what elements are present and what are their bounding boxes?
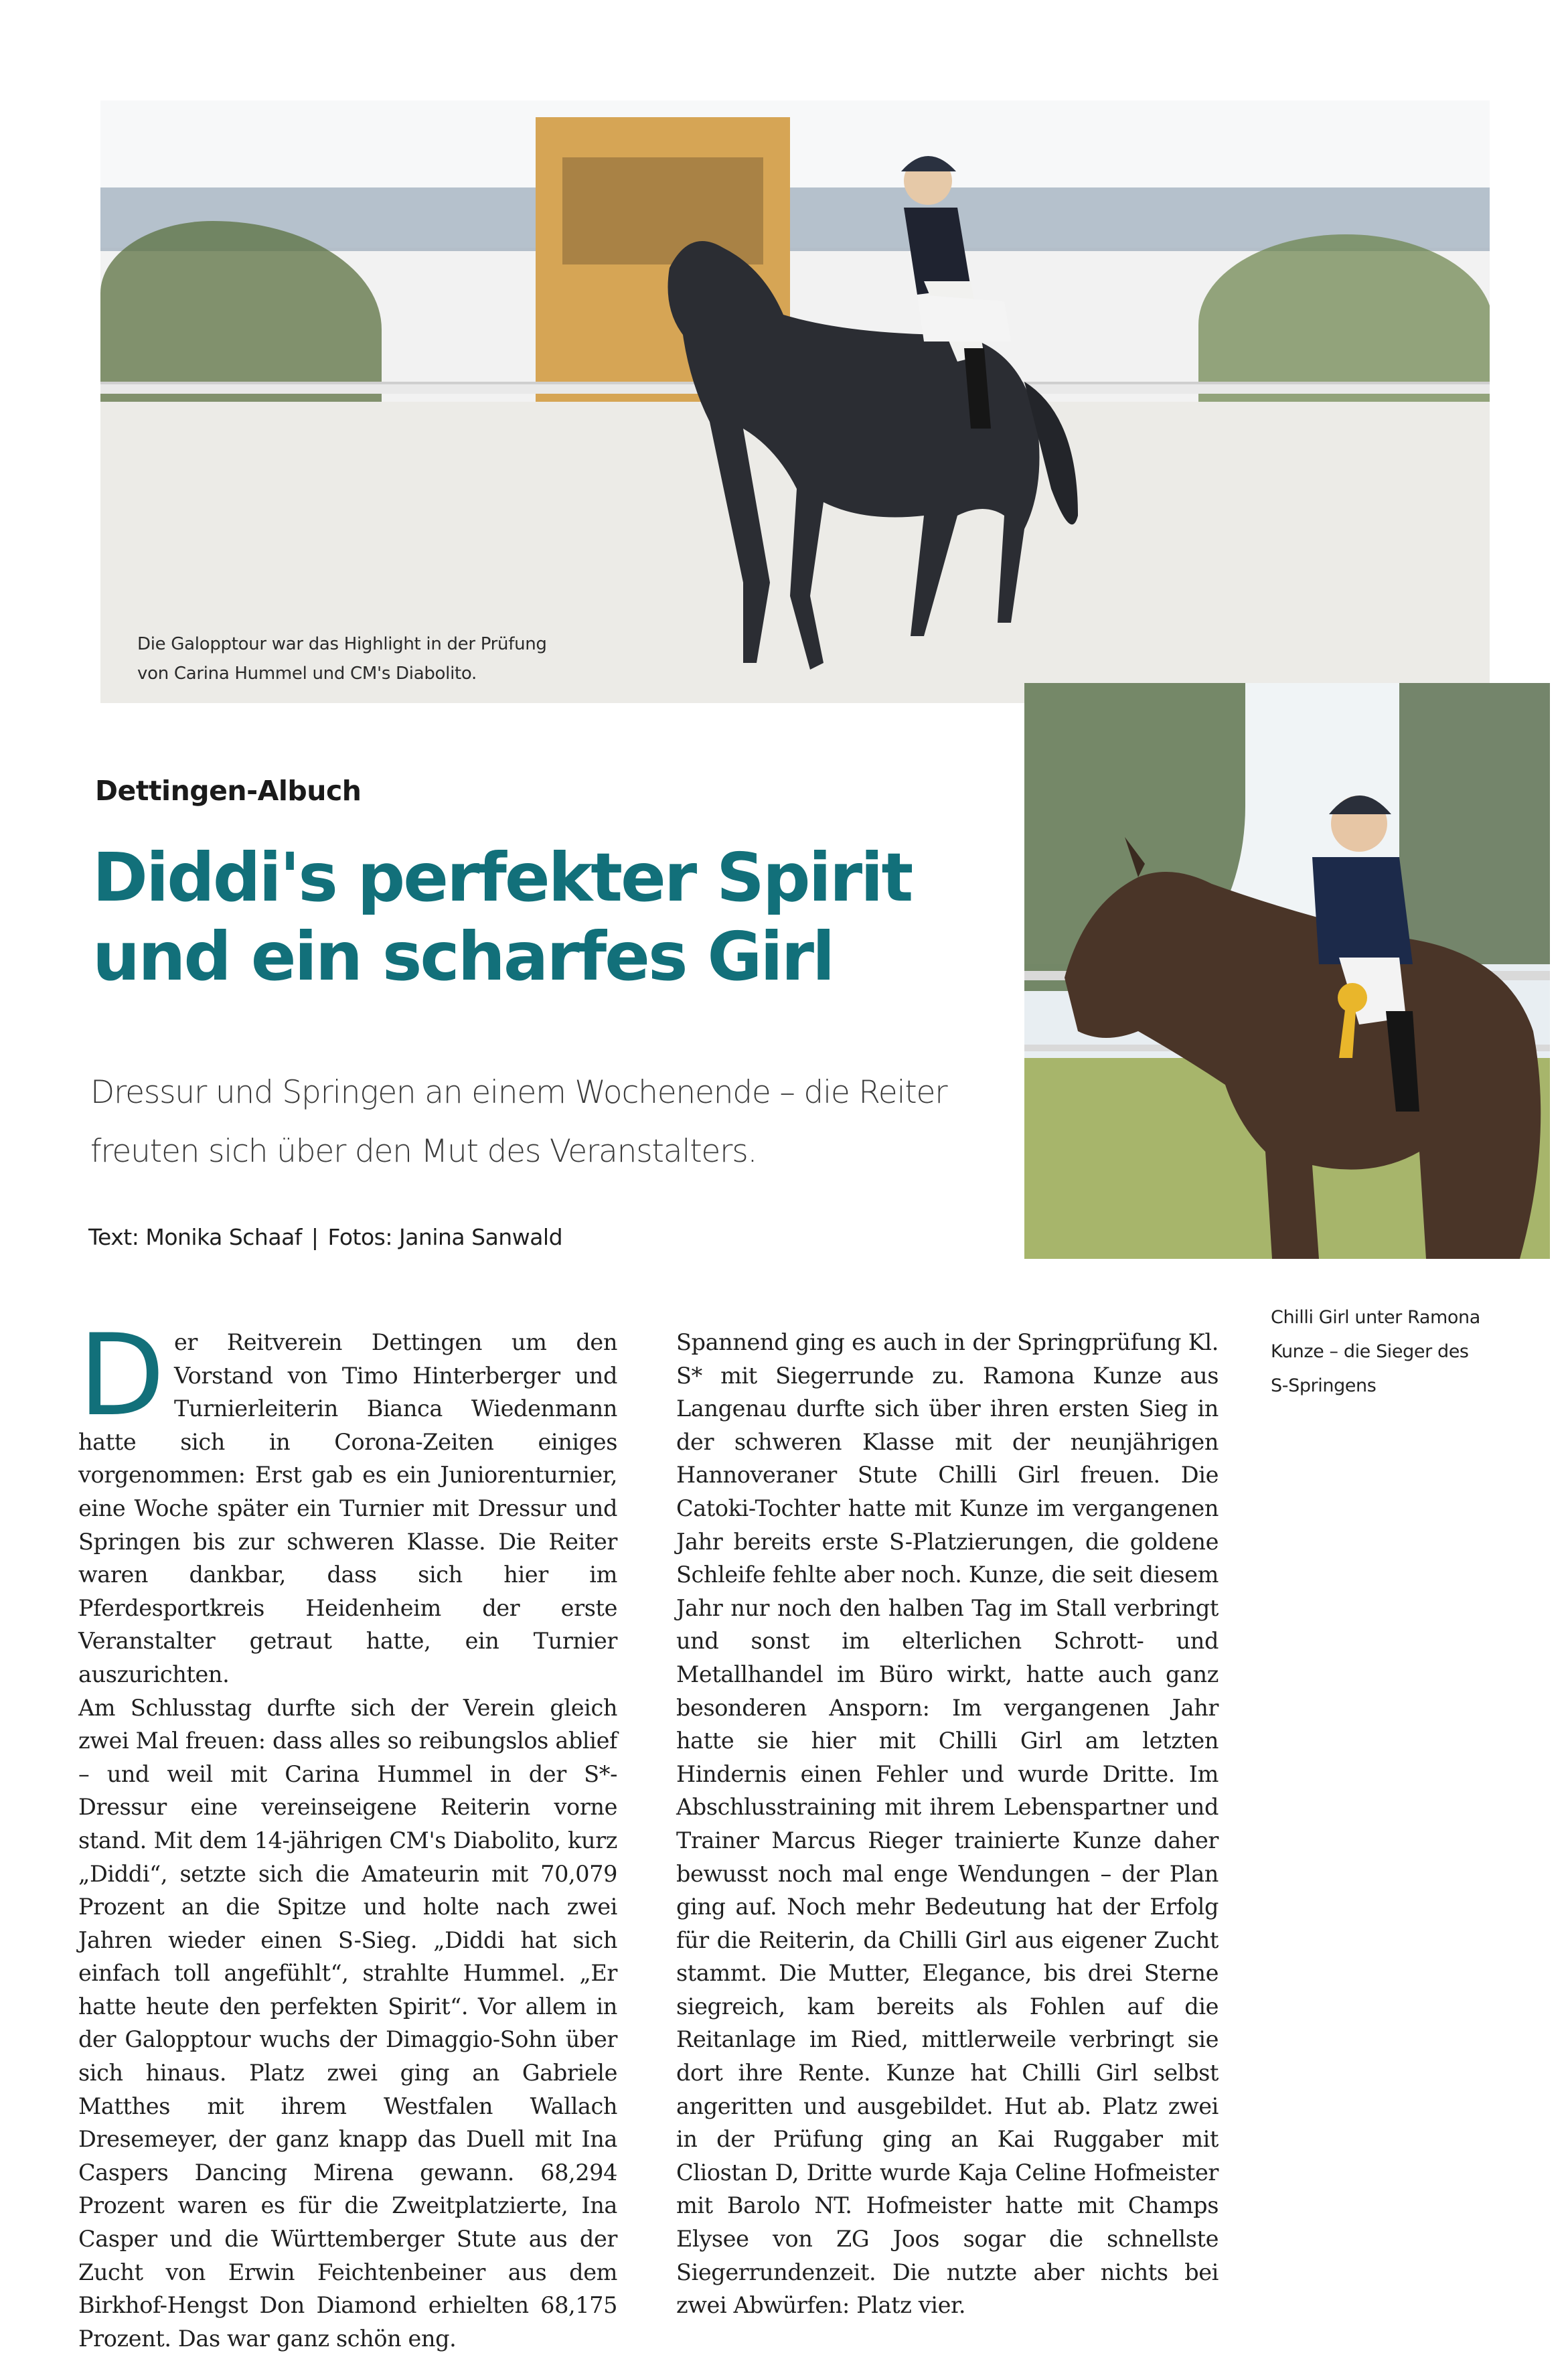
caption-line: S-Springens [1271,1375,1377,1396]
jumping-photo [1024,683,1550,1259]
paragraph-text: er Reitverein Dettingen um den Vorstand von Timo Hinterberger und Turnierleiterin Bianca Wiedenmann hatte sich in Corona-Zeiten einiges vorgenommen: Erst gab es ein Juniorenturnier, eine Woche später ein Turnier mit Dressur und Springen bis zur schweren Klasse. Die Reiter waren dankbar, dass sich hier im Pferdesportkreis Heidenheim der erste Veranstalter getraut hatte, ein Turnier auszurichten. [78,1329,617,1687]
article-subtitle [90,1063,1001,1181]
article-paragraph [78,1310,617,1691]
article-headline [92,838,1003,996]
subtitle-line: Dressur und Springen an einem Wochenende – die Reiter [90,1074,947,1111]
credit-separator: | [311,1224,319,1250]
article-paragraph: Spannend ging es auch in der Springprüfung Kl. S* mit Siegerrunde zu. Ramona Kunze aus Langenau durfte sich über ihren ersten Sieg in der schweren Klasse mit der neunjährigen Hannoveraner Stute Chilli Girl freuen. Die Catoki-Tochter hatte mit Kunze im vergangenen Jahr bereits erste S-Platzierungen, die goldene Schleife fehlte aber noch. Kunze, die seit diesem Jahr nur noch den halben Tag im Stall verbringt und sonst im elterlichen Schrott- und Metallhandel im Büro wirkt, hatte auch ganz besonderen Ansporn: Im vergangenen Jahr hatte sie hier mit Chilli Girl am letzten Hindernis einen Fehler und wurde Dritte. Im Abschlusstraining mit ihrem Lebenspartner und Trainer Marcus Rieger trainierte Kunze daher bewusst noch mal enge Wendungen – der Plan ging auf. Noch mehr Bedeutung hat der Erfolg für die Reiterin, da Chilli Girl aus eigener Zucht stammt. Die Mutter, Elegance, bis drei Sterne siegreich, kam bereits als Fohlen auf die Reitanlage im Ried, mittlerweile verbringt sie dort ihre Rente. Kunze hat Chilli Girl selbst angeritten und ausgebildet. Hut ab. Platz zwei in der Prüfung ging an Kai Ruggaber mit Cliostan D, Dritte wurde Kaja Celine Hofmeister mit Barolo NT. Hofmeister hatte mit Champs Elysee von ZG Joos sogar die schnellste Siegerrundenzeit. Die nutzte aber nichts bei zwei Abwürfen: Platz vier. [676,1329,1219,2319]
article-location: Dettingen-Albuch [95,775,362,807]
caption-line: Kunze – die Sieger des [1271,1341,1469,1362]
article-column-2 [676,1326,1219,2322]
caption-line: Die Galopptour war das Highlight in der Prüfung [137,634,547,654]
author-credit: Text: Monika Schaaf [88,1224,302,1250]
subtitle-line: freuten sich über den Mut des Veranstalters. [90,1133,757,1170]
article-credits [88,1224,562,1250]
right-photo-caption [1271,1300,1539,1403]
dressage-photo [100,100,1490,703]
drop-cap: D [78,1310,165,1441]
caption-line: Chilli Girl unter Ramona [1271,1307,1480,1328]
headline-line: Diddi's perfekter Spirit [92,838,912,917]
photo-credit: Fotos: Janina Sanwald [327,1224,563,1250]
top-photo-caption [137,629,547,688]
article-column-1 [78,1310,617,2355]
headline-line: und ein scharfes Girl [92,917,834,996]
article-paragraph: Am Schlusstag durfte sich der Verein gleich zwei Mal freuen: dass alles so reibungslos ablief – und weil mit Carina Hummel in der S*-Dressur eine vereinseigene Reiterin vorne stand. Mit dem 14-jährigen CM's Diabolito, kurz „Diddi“, setzte sich die Amateurin mit 70,079 Prozent an die Spitze und holte nach zwei Jahren wieder einen S-Sieg. „Diddi hat sich einfach toll angefühlt“, strahlte Hummel. „Er hatte heute den perfekten Spirit“. Vor allem in der Galopptour wuchs der Dimaggio-Sohn über sich hinaus. Platz zwei ging an Gabriele Matthes mit ihrem Westfalen Wallach Dresemeyer, der ganz knapp das Duell mit Ina Caspers Dancing Mirena gewann. 68,294 Prozent waren es für die Zweitplatzierte, Ina Casper und die Württemberger Stute aus der Zucht von Erwin Feichtenbeiner aus dem Birkhof-Hengst Don Diamond erhielten 68,175 Prozent. Das war ganz schön eng. [78,1694,617,2352]
horse-rider-illustration [1024,683,1550,1259]
horse-rider-illustration [609,114,1212,703]
caption-line: von Carina Hummel und CM's Diabolito. [137,664,477,684]
